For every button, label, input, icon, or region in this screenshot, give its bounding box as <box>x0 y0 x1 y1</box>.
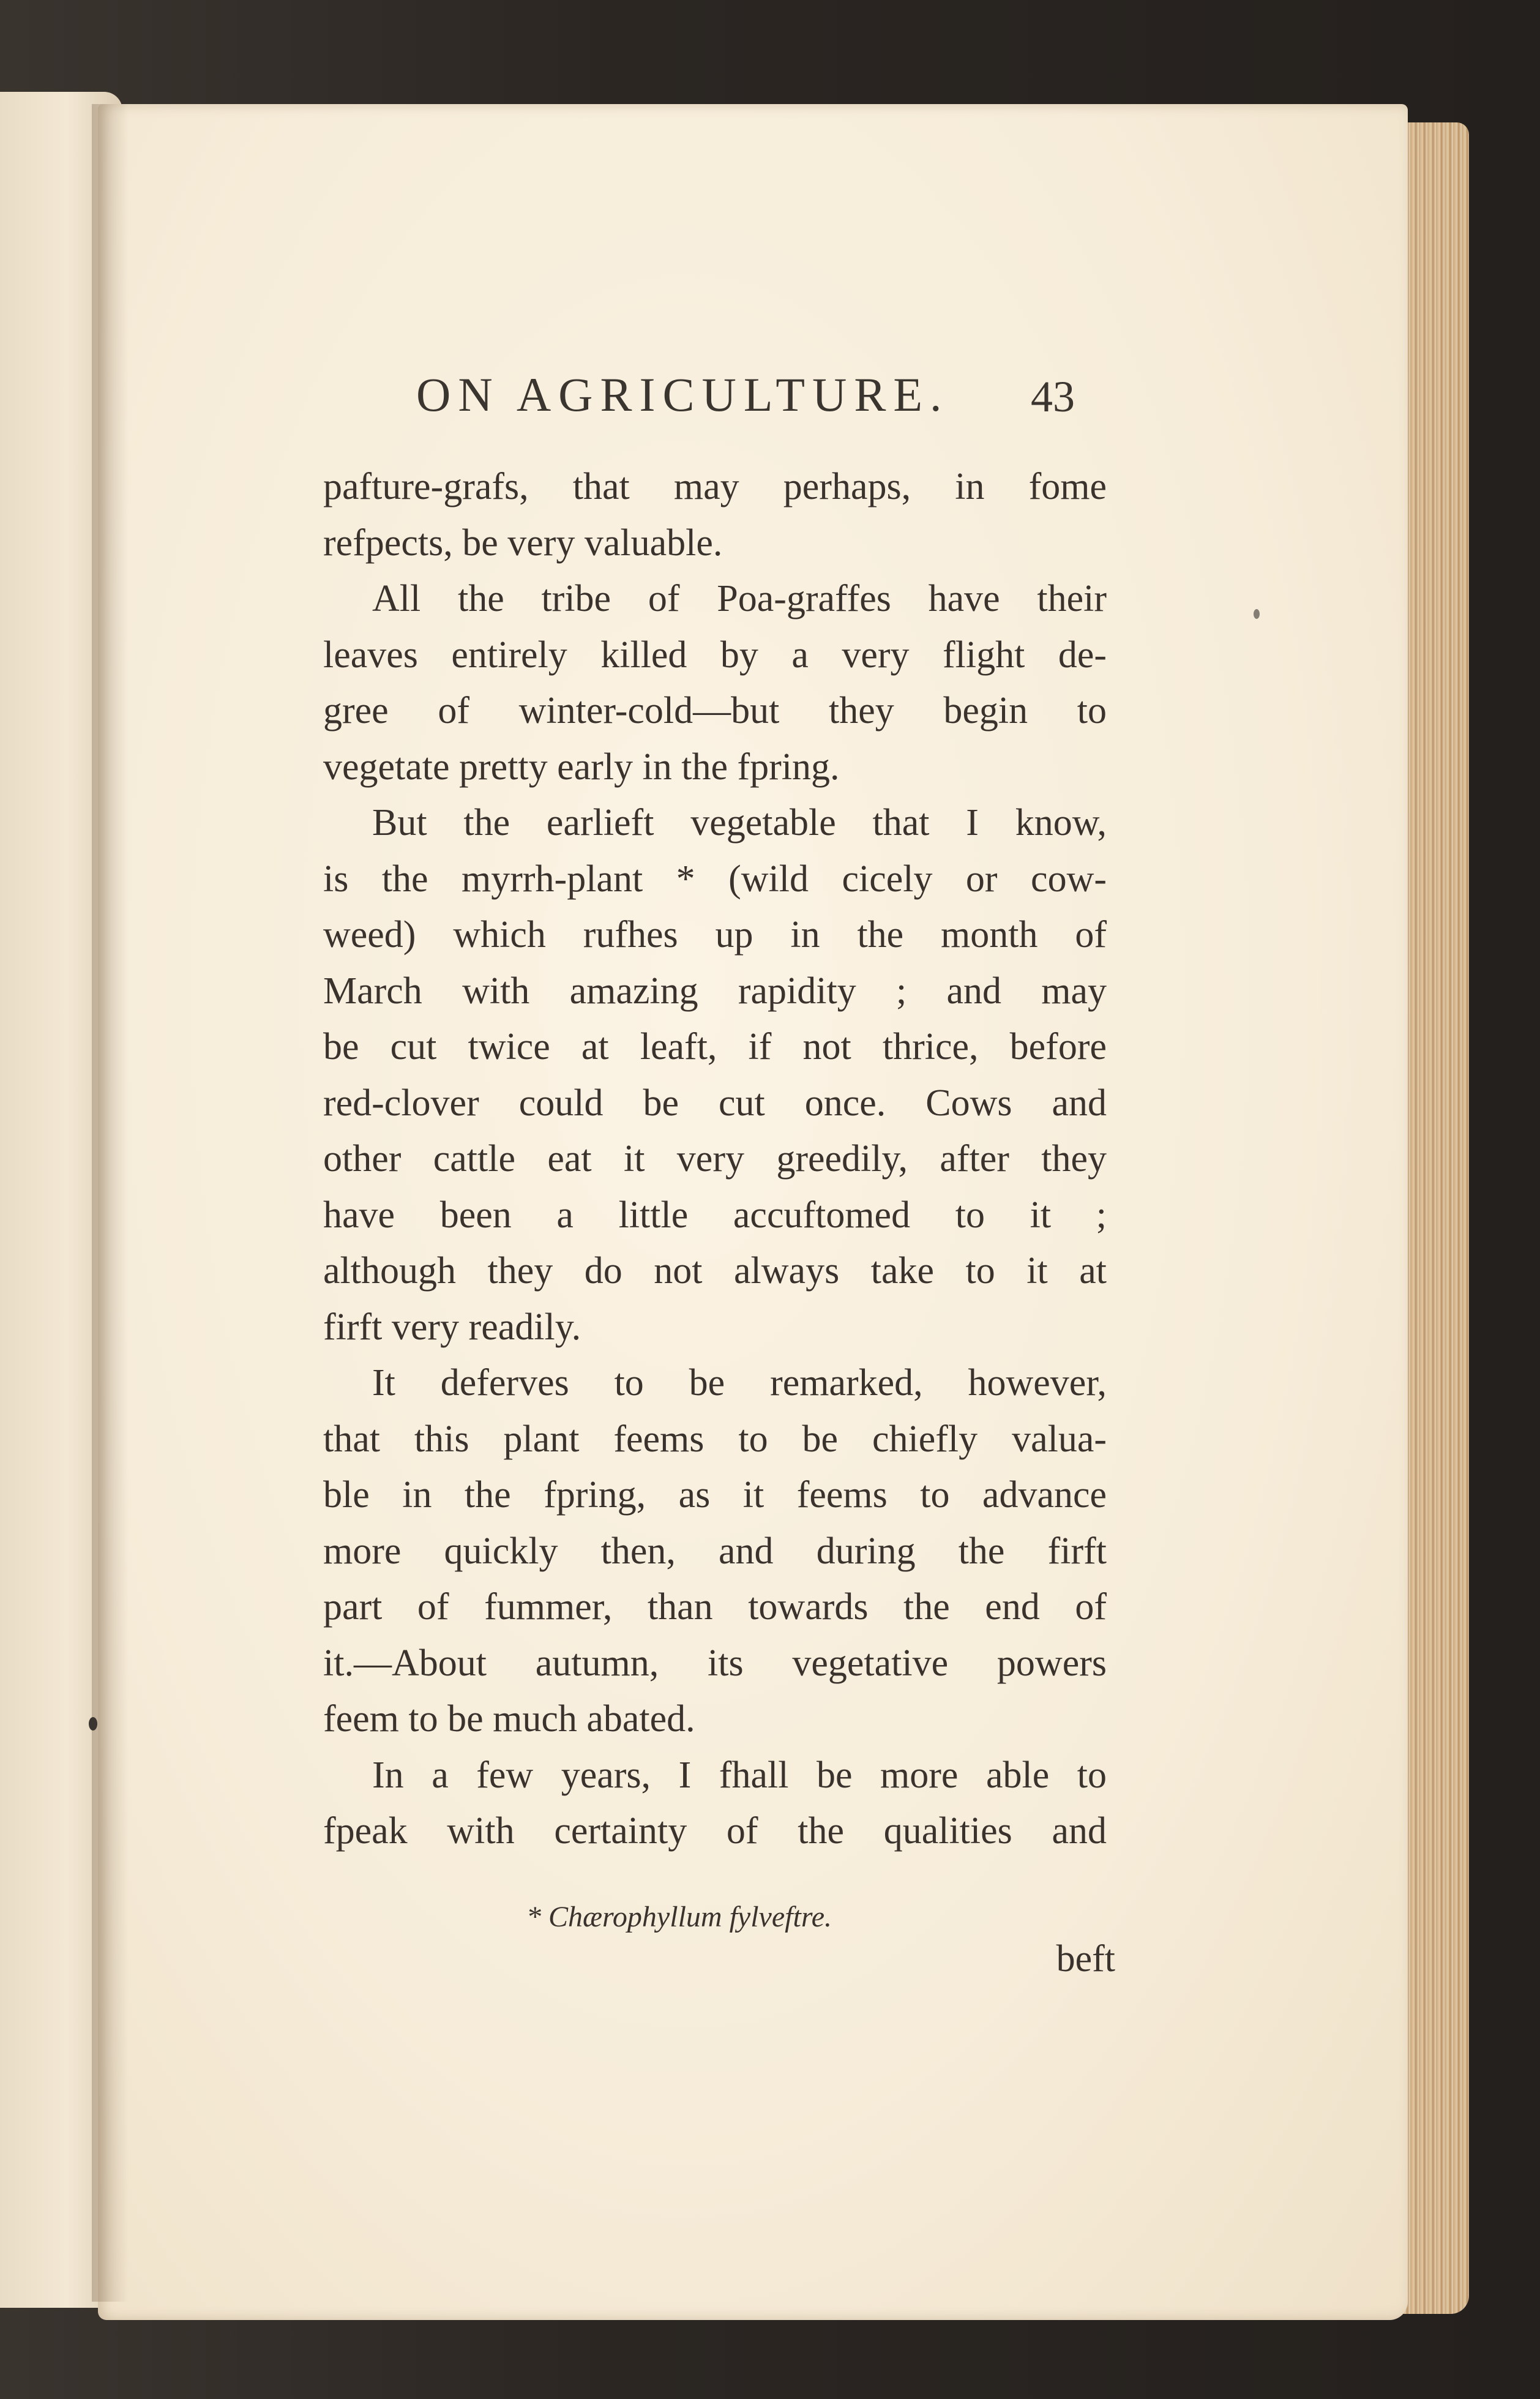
text-line: be cut twice at leaft, if not thrice, before <box>323 1026 1107 1068</box>
text-line: It deferves to be remarked, however, <box>372 1362 1107 1404</box>
text-line: ble in the fpring, as it feems to advance <box>323 1474 1107 1516</box>
text-line: feem to be much abated. <box>323 1698 695 1740</box>
text-line: other cattle eat it very greedily, after they <box>323 1138 1107 1180</box>
text-line: gree of winter-cold—but they begin to <box>323 690 1107 732</box>
gutter-shadow <box>92 104 129 2302</box>
page-edges <box>1402 122 1469 2314</box>
body-text <box>323 459 1107 1860</box>
text-line: more quickly then, and during the firft <box>323 1530 1107 1572</box>
text-line: But the earlieft vegetable that I know, <box>372 802 1107 844</box>
text-line: red-clover could be cut once. Cows and <box>323 1082 1107 1124</box>
running-head-title: ON AGRICULTURE. <box>416 368 949 421</box>
text-line: firft very readily. <box>323 1306 581 1348</box>
text-line: vegetate pretty early in the fpring. <box>323 746 840 788</box>
text-line: is the myrrh-plant * (wild cicely or cow- <box>323 858 1107 900</box>
text-line: weed) which rufhes up in the month of <box>323 914 1107 956</box>
ink-speck <box>89 1717 97 1731</box>
text-line: although they do not always take to it at <box>323 1250 1107 1292</box>
text-line: part of fummer, than towards the end of <box>323 1586 1107 1628</box>
ink-speck <box>1254 609 1260 619</box>
text-line: March with amazing rapidity ; and may <box>323 970 1107 1012</box>
text-line: that this plant feems to be chiefly valua- <box>323 1418 1107 1460</box>
text-line: refpects, be very valuable. <box>323 522 723 564</box>
text-line: have been a little accuftomed to it ; <box>323 1194 1107 1236</box>
running-head <box>416 367 1126 422</box>
text-line: All the tribe of Poa-graffes have their <box>372 578 1107 619</box>
footnote: * Chærophyllum fylveftre. <box>526 1901 832 1933</box>
text-line: it.—About autumn, its vegetative powers <box>323 1642 1107 1684</box>
text-line: pafture-grafs, that may perhaps, in fome <box>323 466 1107 507</box>
catchword: beft <box>1056 1938 1115 1980</box>
text-line: leaves entirely killed by a very flight de- <box>323 634 1107 676</box>
text-line: fpeak with certainty of the qualities and <box>323 1810 1107 1852</box>
text-line: In a few years, I fhall be more able to <box>372 1754 1107 1796</box>
page-number: 43 <box>1031 372 1075 421</box>
